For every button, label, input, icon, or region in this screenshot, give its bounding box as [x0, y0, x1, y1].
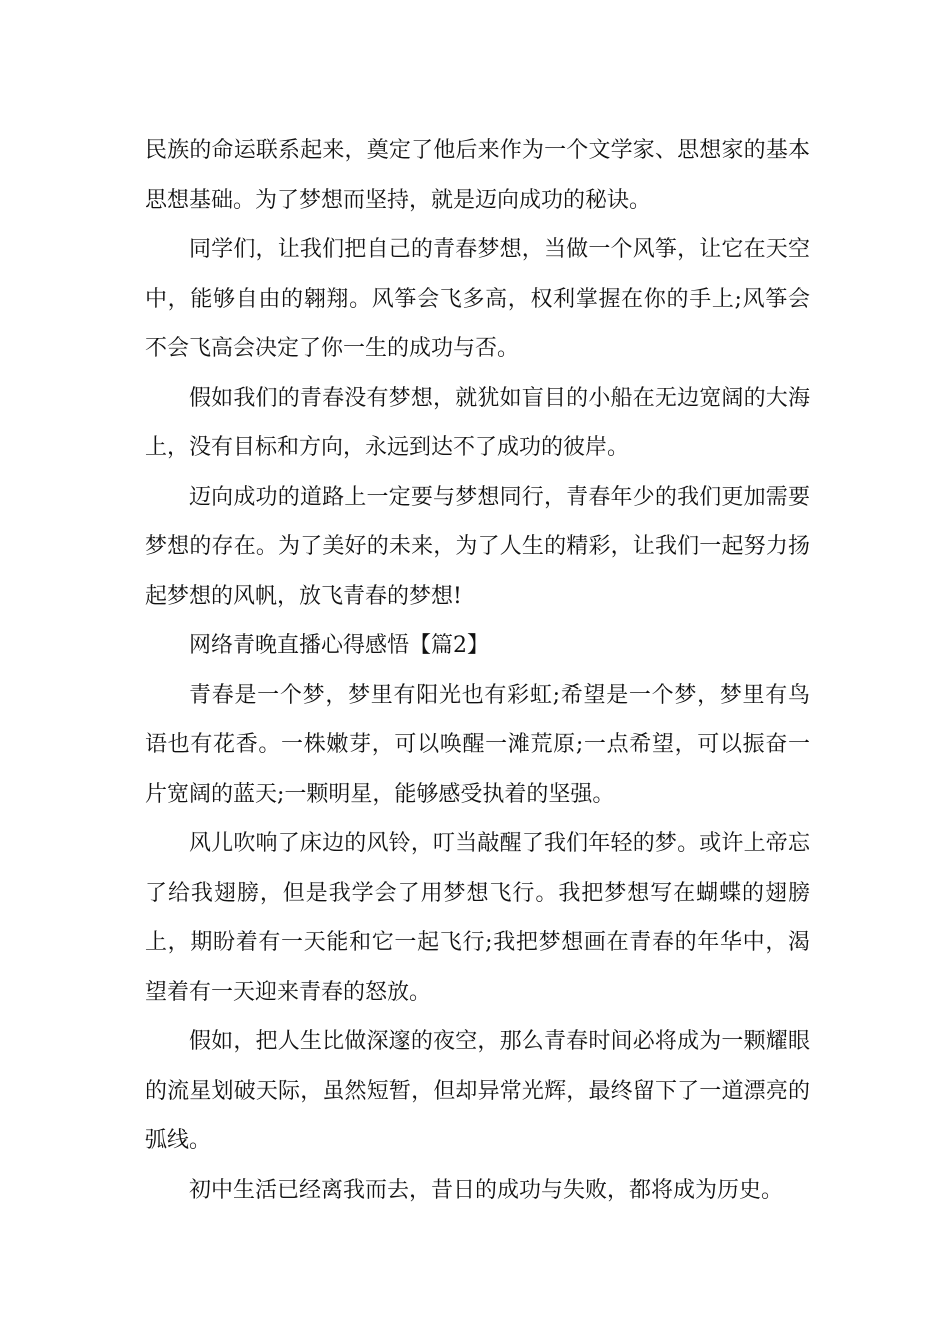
paragraph: 民族的命运联系起来，奠定了他后来作为一个文学家、思想家的基本思想基础。为了梦想而坚持，就是迈向成功的秘诀。 [145, 138, 810, 213]
paragraph: 迈向成功的道路上一定要与梦想同行，青春年少的我们更加需要梦想的存在。为了美好的未来，为了人生的精彩，让我们一起努力扬起梦想的风帆，放飞青春的梦想! [145, 484, 810, 609]
section-heading: 网络青晚直播心得感悟【篇2】 [189, 633, 489, 658]
paragraph: 假如，把人生比做深邃的夜空，那么青春时间必将成为一颗耀眼的流星划破天际，虽然短暂，但却异常光辉，最终留下了一道漂亮的弧线。 [145, 1029, 810, 1153]
paragraph: 假如我们的青春没有梦想，就犹如盲目的小船在无边宽阔的大海上，没有目标和方向，永远到达不了成功的彼岸。 [145, 385, 810, 460]
paragraph: 同学们，让我们把自己的青春梦想，当做一个风筝，让它在天空中，能够自由的翱翔。风筝会飞多高，权利掌握在你的手上;风筝会不会飞高会决定了你一生的成功与否。 [145, 237, 810, 361]
paragraph: 青春是一个梦，梦里有阳光也有彩虹;希望是一个梦，梦里有鸟语也有花香。一株嫩芽，可以唤醒一滩荒原;一点希望，可以振奋一片宽阔的蓝天;一颗明星，能够感受执着的坚强。 [145, 682, 810, 807]
paragraph: 初中生活已经离我而去，昔日的成功与失败，都将成为历史。 [189, 1177, 784, 1203]
paragraph: 风儿吹响了床边的风铃，叮当敲醒了我们年轻的梦。或许上帝忘了给我翅膀，但是我学会了用梦想飞行。我把梦想写在蝴蝶的翅膀上，期盼着有一天能和它一起飞行;我把梦想画在青春的年华中，渴望着有一天迎来青春的怒放。 [145, 831, 810, 1005]
document-body [145, 126, 810, 1215]
